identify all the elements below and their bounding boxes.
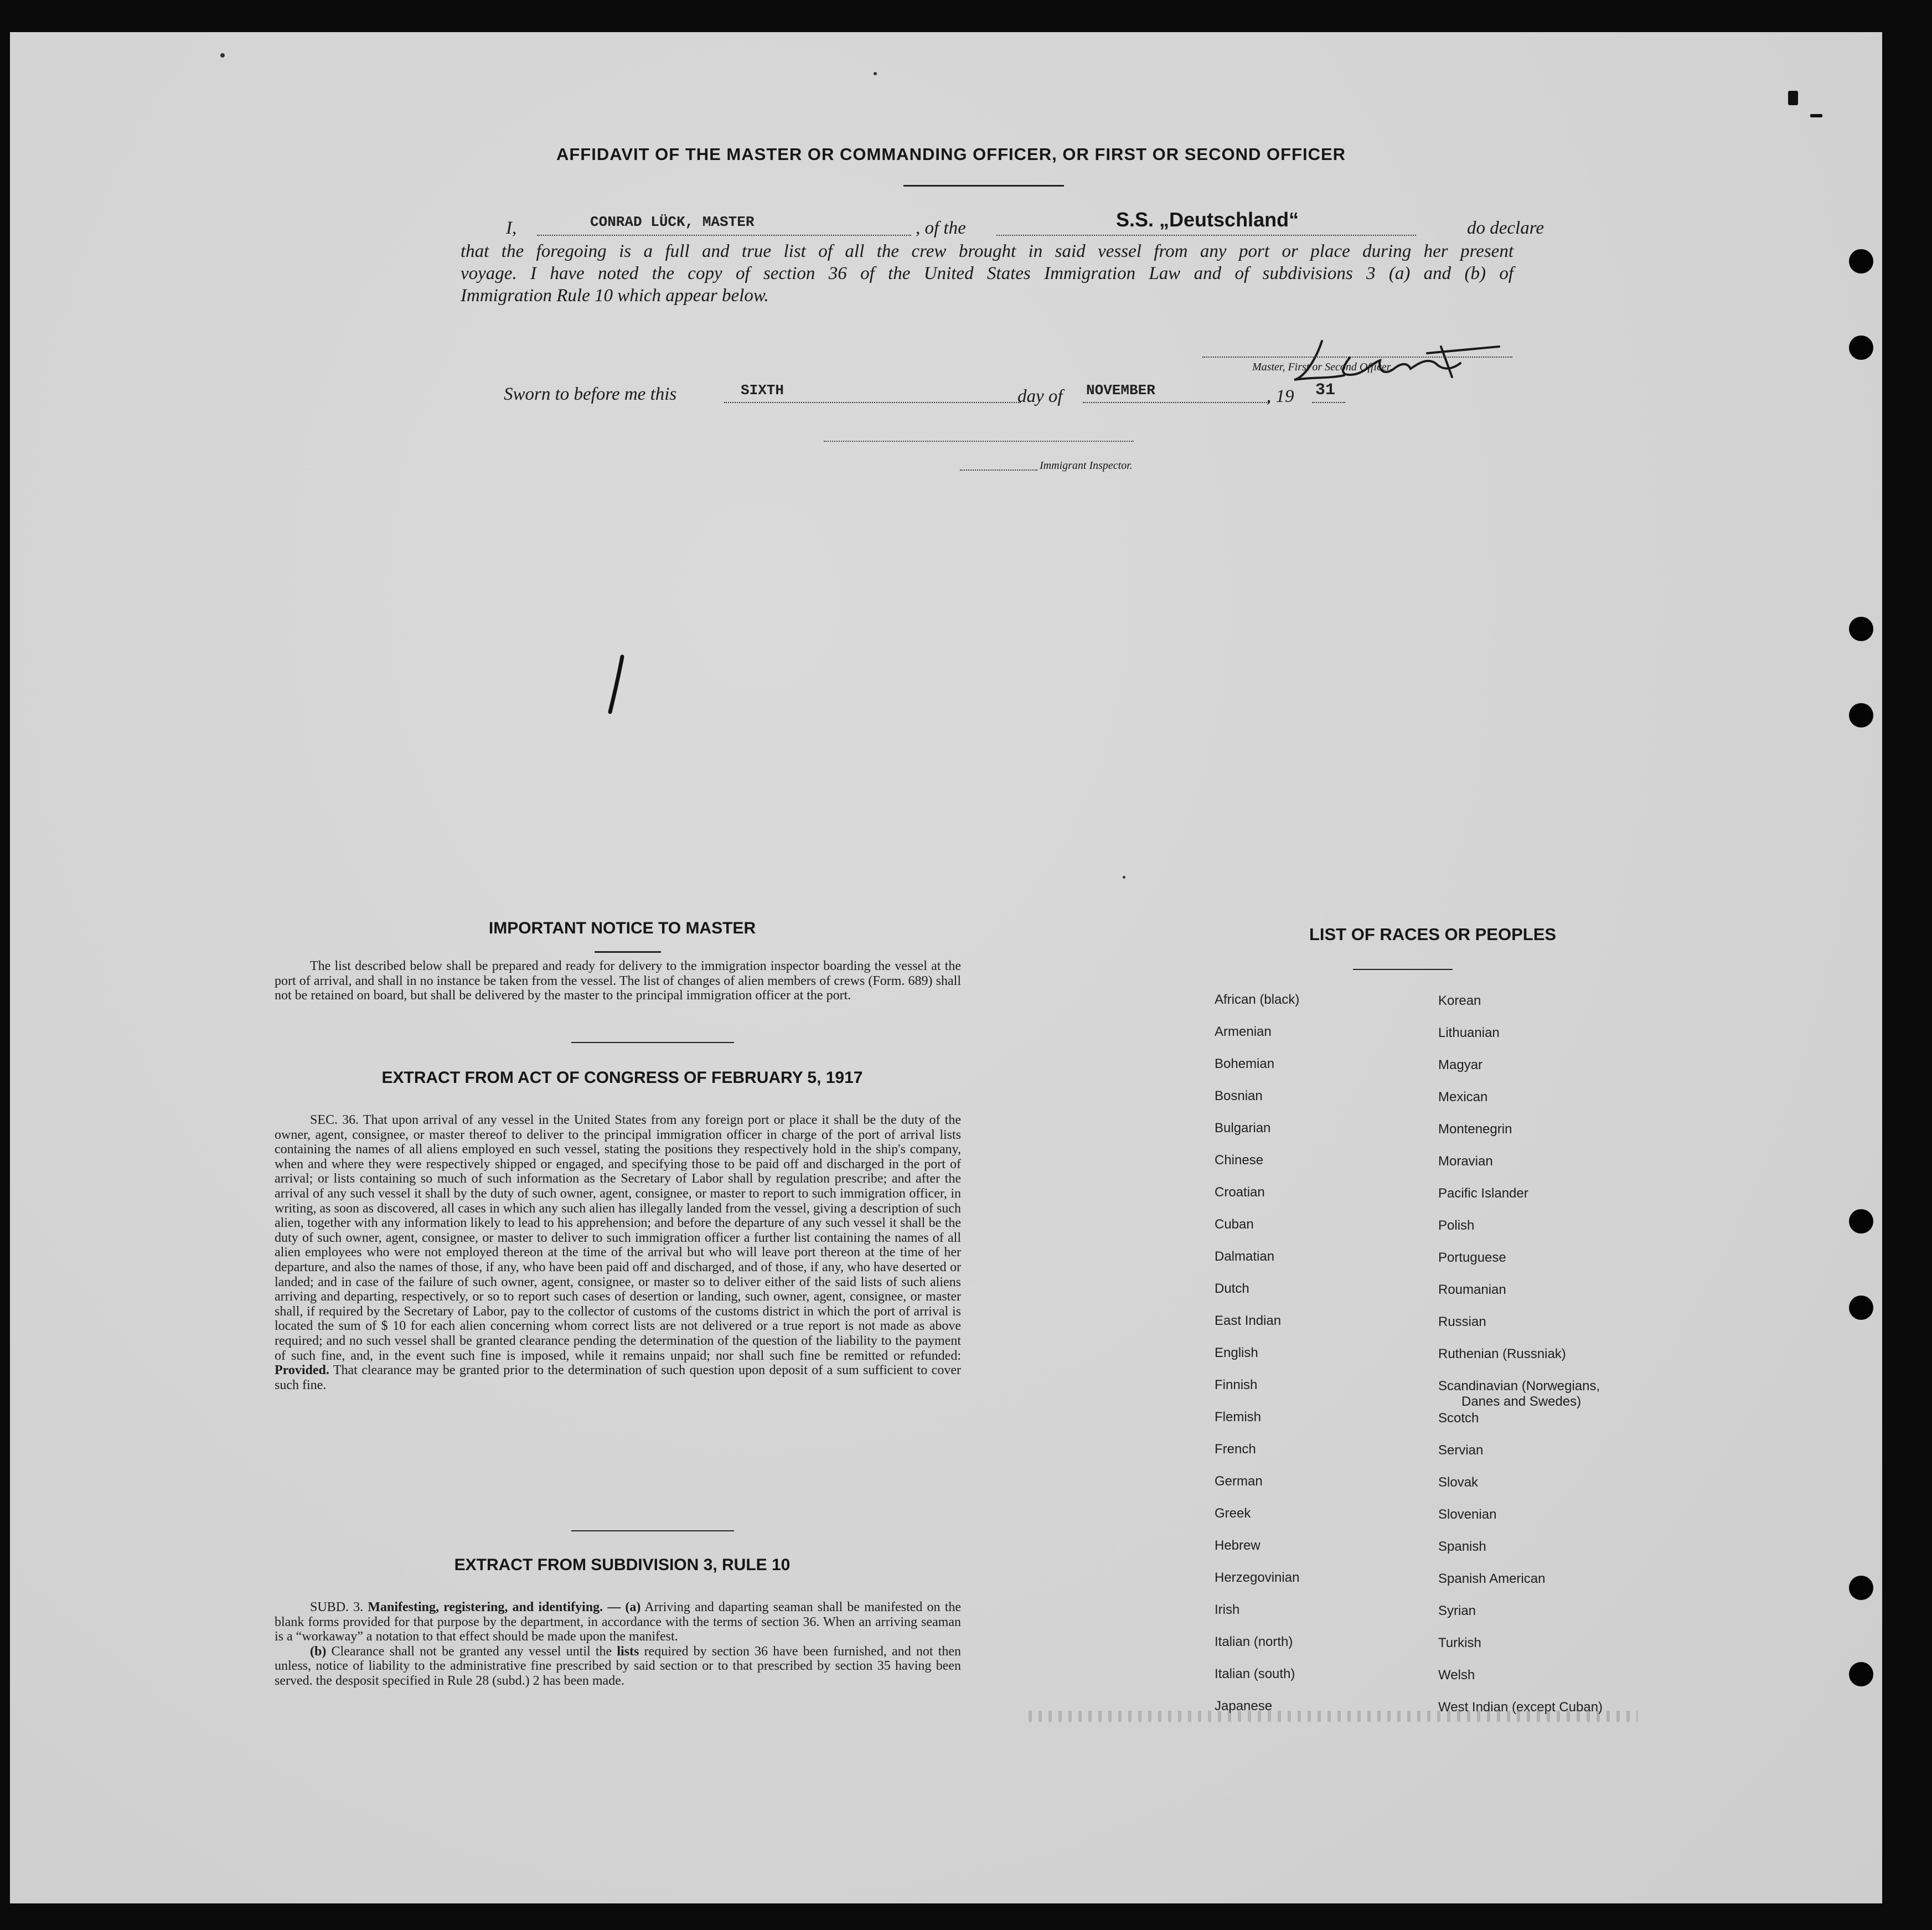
notice-underline [595,951,661,953]
race-item: Hebrew [1215,1538,1261,1553]
notice-paragraph: The list described below shall be prepared and ready for delivery to the immigration inspector boarding the vessel at the port of arrival, and shall in no instance be taken from the vessel. The list of changes of alien members of crews (Form. 689) shall not be retained on board, but shall be delivered by the master to the principal immigration officer at the port. [275,959,961,1003]
ink-speck [220,53,225,58]
signature-line [1202,357,1512,358]
rule10-text [275,1600,961,1689]
day-of-text: day of [1017,386,1063,406]
race-item: Irish [1215,1602,1240,1617]
ink-speck [1123,876,1125,879]
race-item: East Indian [1215,1313,1282,1328]
punch-hole [1849,1296,1873,1320]
rule10-subd-a [275,1600,961,1644]
sworn-text: Sworn to before me this [504,384,677,404]
master-name: CONRAD LÜCK, MASTER [590,214,755,230]
race-item: Finnish [1215,1377,1258,1392]
rule10-subd-b [275,1644,961,1689]
act-text [275,1113,961,1392]
act-body: SEC. 36. That upon arrival of any vessel in the United States from any foreign port or place it shall be the duty of the owner, agent, consignee, or master thereof to deliver to the principal immigration officer in charge of the port of arrival lists containing the names of all aliens employed en such vessel, stating the positions they respectively hold in the ship's company, when and where they were respectively shipped or engaged, and specifying those to be paid off and discharged in the port of arrival; or lists containing so much of such information as the Secretary of Labor shall by regulation prescribe; and after the arrival of any such vessel it shall by the duty of such owner, agent, consignee, or master to report to such immigration officer, in writing, as soon as discovered, all cases in which any such alien has illegally landed from the vessel, giving a description of such alien, together with any information likely to lead to his apprehension; and before the departure of any such vessel it shall be the duty of such owner, agent, consignee, or master to deliver to such immigration officer a further list containing the names of all alien employees who were not employed thereon at the time of the arrival but who will leave port thereon at the time of her departure, and also the names of those, if any, who have been paid off and discharged, and of those, if any, who have deserted or landed; and in case of the failure of such owner, agent, consignee, or master so to deliver either of the said lists of such aliens arriving and departing, respectively, or so to report such cases of desertion or landing, such owner, agent, consignee, or master shall, if required by the Secretary of Labor, pay to the collector of customs of the customs district in which the port of arrival is located the sum of $ 10 for each alien concerning whom correct lists are not delivered or a true report is not made as above required; and no such vessel shall be granted clearance pending the determination of the question of the liability to the payment of such fine, and, in the event such fine is imposed, while it remains unpaid; nor shall such fine be remitted or refunded: [275,1113,961,1363]
act-paragraph [275,1113,961,1392]
affidavit-line-3: voyage. I have noted the copy of section 36 of the United States Immigration Law and of subdivisions 3 (a) and (b) of [461,264,1513,283]
inspector-caption: Immigrant Inspector. [1040,460,1133,472]
race-item: Italian (north) [1215,1634,1293,1649]
name-line [537,235,911,236]
punch-hole [1849,336,1873,360]
affidavit-i: I, [506,218,517,238]
punch-hole [1849,249,1873,273]
race-item: Dutch [1215,1281,1249,1296]
rule10-subd-label: SUBD. 3. [310,1600,364,1614]
rule10-text-b2: required by section 36 have been furnished, and not then unless, notice of liability to the administrative fine prescribed by said section or to that prescribed by section 35 having been served. the desposit specified in Rule 28 (subd.) 2 has been made. [275,1644,962,1688]
act-body-end: That clearance may be granted prior to the determination of such question upon deposit of a sum sufficient to cover such fine. [275,1363,961,1392]
races-underline [1353,969,1453,970]
race-item: Russian [1438,1314,1486,1329]
race-item: Spanish [1438,1539,1486,1554]
sworn-month: NOVEMBER [1086,382,1155,399]
pen-mark [602,652,636,719]
act-provided: Provided. [275,1363,329,1378]
rule10-text-a: Arriving and daparting seaman shall be manifested on the blank forms provided for that purpose by the department, in accordance with the terms of section 36. When an arriving seaman is a “workaway” a notation to that effect should be made upon the manifest. [275,1600,962,1644]
punch-hole [1849,1576,1873,1600]
rule10-lists: lists [617,1644,639,1659]
officer-caption: Master, First or Second Officer. [1252,361,1393,373]
section-divider-1 [571,1042,734,1043]
race-item: Cuban [1215,1217,1254,1232]
affidavit-line-4: Immigration Rule 10 which appear below. [461,286,769,306]
race-item: Slovak [1438,1475,1479,1490]
month-line [1083,402,1269,403]
race-item: Bulgarian [1215,1121,1271,1136]
sworn-day: SIXTH [741,382,784,399]
race-item: Armenian [1215,1024,1272,1039]
document-page [10,32,1882,1903]
punch-hole [1849,703,1873,727]
race-item-continued: Danes and Swedes) [1461,1394,1582,1409]
affidavit-do-declare: do declare [1467,218,1544,238]
ink-speck [1810,114,1822,117]
race-item: Korean [1438,993,1481,1008]
race-item: English [1215,1345,1258,1360]
rule10-dash-a: — (a) [607,1600,641,1614]
affidavit-title: AFFIDAVIT OF THE MASTER OR COMMANDING OFFICER, OR FIRST OR SECOND OFFICER [556,145,1346,164]
race-item: Ruthenian (Russniak) [1438,1346,1566,1361]
punch-hole [1849,617,1873,641]
races-title: LIST OF RACES OR PEOPLES [1309,925,1557,944]
race-item: Slovenian [1438,1507,1497,1522]
race-item: Roumanian [1438,1282,1506,1297]
race-item: Bohemian [1215,1056,1275,1071]
sworn-day-line [724,402,1021,403]
race-item: Welsh [1438,1668,1475,1683]
race-item: Servian [1438,1443,1484,1458]
punch-hole [1849,1662,1873,1686]
race-item: Herzegovinian [1215,1570,1300,1585]
race-item: Scotch [1438,1411,1479,1426]
race-item: Turkish [1438,1635,1481,1650]
race-item: Japanese [1215,1699,1273,1714]
vessel-name: S.S. „Deutschland“ [1116,208,1299,231]
notice-title: IMPORTANT NOTICE TO MASTER [488,919,756,937]
races-right-column [1438,993,1726,1732]
bleed-through-marks [1029,1711,1637,1722]
inspector-dotted-line [960,469,1037,471]
race-item: Greek [1215,1506,1251,1521]
rule10-subd-heading: Manifesting, registering, and identifying. [368,1600,603,1614]
title-underline [903,185,1064,187]
race-item: Pacific Islander [1438,1186,1528,1201]
sworn-year: 31 [1315,381,1336,400]
punch-hole [1849,1209,1873,1234]
race-item: Montenegrin [1438,1122,1512,1137]
vessel-line [996,235,1416,236]
inspector-signature-line [824,440,1134,442]
affidavit-of-the: , of the [916,218,966,238]
race-item: Chinese [1215,1153,1264,1168]
section-divider-2 [571,1530,734,1531]
race-item: Syrian [1438,1603,1476,1618]
race-item: West Indian (except Cuban) [1438,1700,1603,1715]
rule10-b-label: (b) [310,1644,327,1659]
race-item: Flemish [1215,1410,1262,1425]
races-left-column [1215,992,1458,1731]
race-item: Polish [1438,1218,1475,1233]
rule10-title: EXTRACT FROM SUBDIVISION 3, RULE 10 [454,1556,791,1574]
rule10-text-b1: Clearance shall not be granted any vessel until the [331,1644,612,1659]
race-item: Portuguese [1438,1250,1506,1265]
ink-speck [1788,91,1798,105]
race-item: Italian (south) [1215,1666,1295,1681]
race-item: French [1215,1442,1256,1457]
race-item: African (black) [1215,992,1300,1007]
race-item: Spanish American [1438,1571,1546,1586]
race-item: Croatian [1215,1185,1265,1200]
notice-text [275,959,961,1003]
act-title: EXTRACT FROM ACT OF CONGRESS OF FEBRUARY 5, 1917 [381,1069,863,1087]
year-line [1312,402,1345,403]
race-item: Bosnian [1215,1088,1263,1103]
race-item: Lithuanian [1438,1025,1500,1040]
ink-speck [874,72,877,75]
race-item: Scandinavian (Norwegians, [1438,1379,1600,1394]
race-item: German [1215,1474,1263,1489]
year-prefix: , 19 [1267,386,1294,406]
race-item: Moravian [1438,1154,1493,1169]
race-item: Magyar [1438,1057,1483,1072]
race-item: Mexican [1438,1090,1488,1105]
affidavit-line-2: that the foregoing is a full and true list of all the crew brought in said vessel from any port or place during her present [461,241,1513,261]
race-item: Dalmatian [1215,1249,1275,1264]
